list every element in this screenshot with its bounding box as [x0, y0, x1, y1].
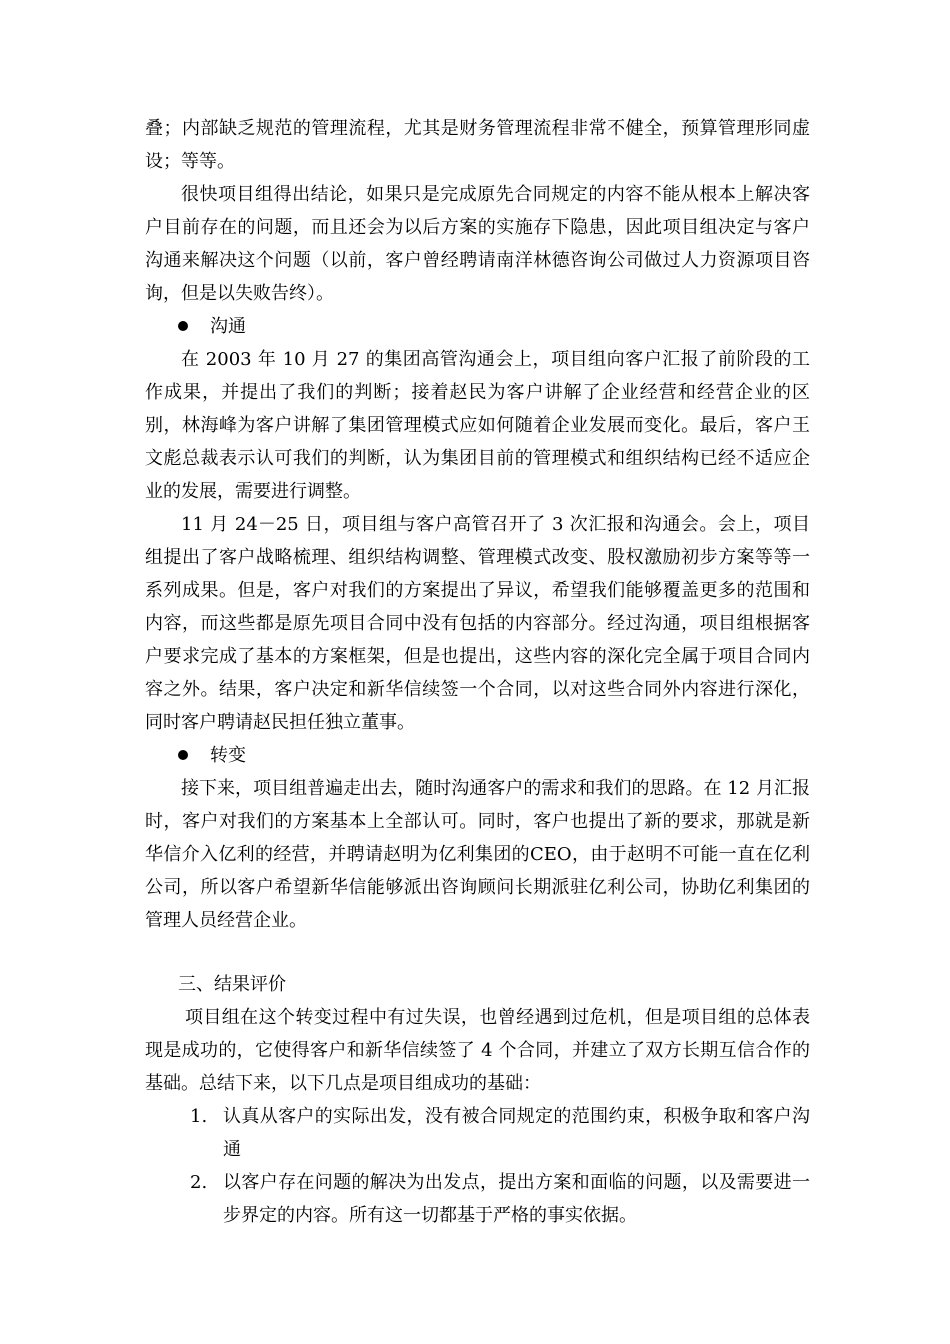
list-text: 以客户存在问题的解决为出发点，提出方案和面临的问题，以及需要进一步界定的内容。所有这一切都基于严格的事实依据。: [223, 1172, 810, 1226]
list-item: [190, 1166, 810, 1232]
bullet-dot-icon: [178, 321, 188, 331]
list-text: 认真从客户的实际出发，没有被合同规定的范围约束，积极争取和客户沟通: [223, 1106, 810, 1160]
bullet-dot-icon: [178, 750, 188, 760]
paragraph-conclusion: 很快项目组得出结论，如果只是完成原先合同规定的内容不能从根本上解决客户目前存在的问题，而且还会为以后方案的实施存下隐患，因此项目组决定与客户沟通来解决这个问题（以前，客户曾经聘请南洋林德咨询公司做过人力资源项目咨询，但是以失败告终）。: [145, 184, 810, 304]
paragraph-meeting-nov: 11 月 24－25 日，项目组与客户高管召开了 3 次汇报和沟通会。会上，项目组提出了客户战略梳理、组织结构调整、管理模式改变、股权激励初步方案等等一系列成果。但是，客户对我们的方案提出了异议，希望我们能够覆盖更多的范围和内容，而这些都是原先项目合同中没有包括的内容部分。经过沟通，项目组根据客户要求完成了基本的方案框架，但是也提出，这些内容的深化完全属于项目合同内容之外。结果，客户决定和新华信续签一个合同，以对这些合同外内容进行深化，同时客户聘请赵民担任独立董事。: [145, 514, 810, 733]
bullet-transformation: [178, 739, 246, 772]
section-heading-results: 三、结果评价: [178, 974, 286, 995]
list-number: 1.: [190, 1106, 208, 1127]
bullet-communication: [178, 310, 246, 343]
bullet-label: 沟通: [210, 316, 246, 337]
list-item: [190, 1100, 810, 1166]
paragraph-continuation: 叠；内部缺乏规范的管理流程，尤其是财务管理流程非常不健全，预算管理形同虚设；等等。: [145, 118, 810, 172]
paragraph-next-steps: 接下来，项目组普遍走出去，随时沟通客户的需求和我们的思路。在 12 月汇报时，客户对我们的方案基本上全部认可。同时，客户也提出了新的要求，那就是新华信介入亿利的经营，并聘请赵明为亿利集团的CEO，由于赵明不可能一直在亿利公司，所以客户希望新华信能够派出咨询顾问长期派驻亿利公司，协助亿利集团的管理人员经营企业。: [145, 778, 810, 931]
paragraph-meeting-oct: 在 2003 年 10 月 27 的集团高管沟通会上，项目组向客户汇报了前阶段的工作成果，并提出了我们的判断；接着赵民为客户讲解了企业经营和经营企业的区别，林海峰为客户讲解了集团管理模式应如何随着企业发展而变化。最后，客户王文彪总裁表示认可我们的判断，认为集团目前的管理模式和组织结构已经不适应企业的发展，需要进行调整。: [145, 349, 810, 502]
paragraph-evaluation: 项目组在这个转变过程中有过失误，也曾经遇到过危机，但是项目组的总体表现是成功的，它使得客户和新华信续签了 4 个合同，并建立了双方长期互信合作的基础。总结下来，以下几点是项目组成功的基础：: [145, 1007, 810, 1094]
bullet-label: 转变: [210, 745, 246, 766]
list-number: 2.: [190, 1172, 208, 1193]
